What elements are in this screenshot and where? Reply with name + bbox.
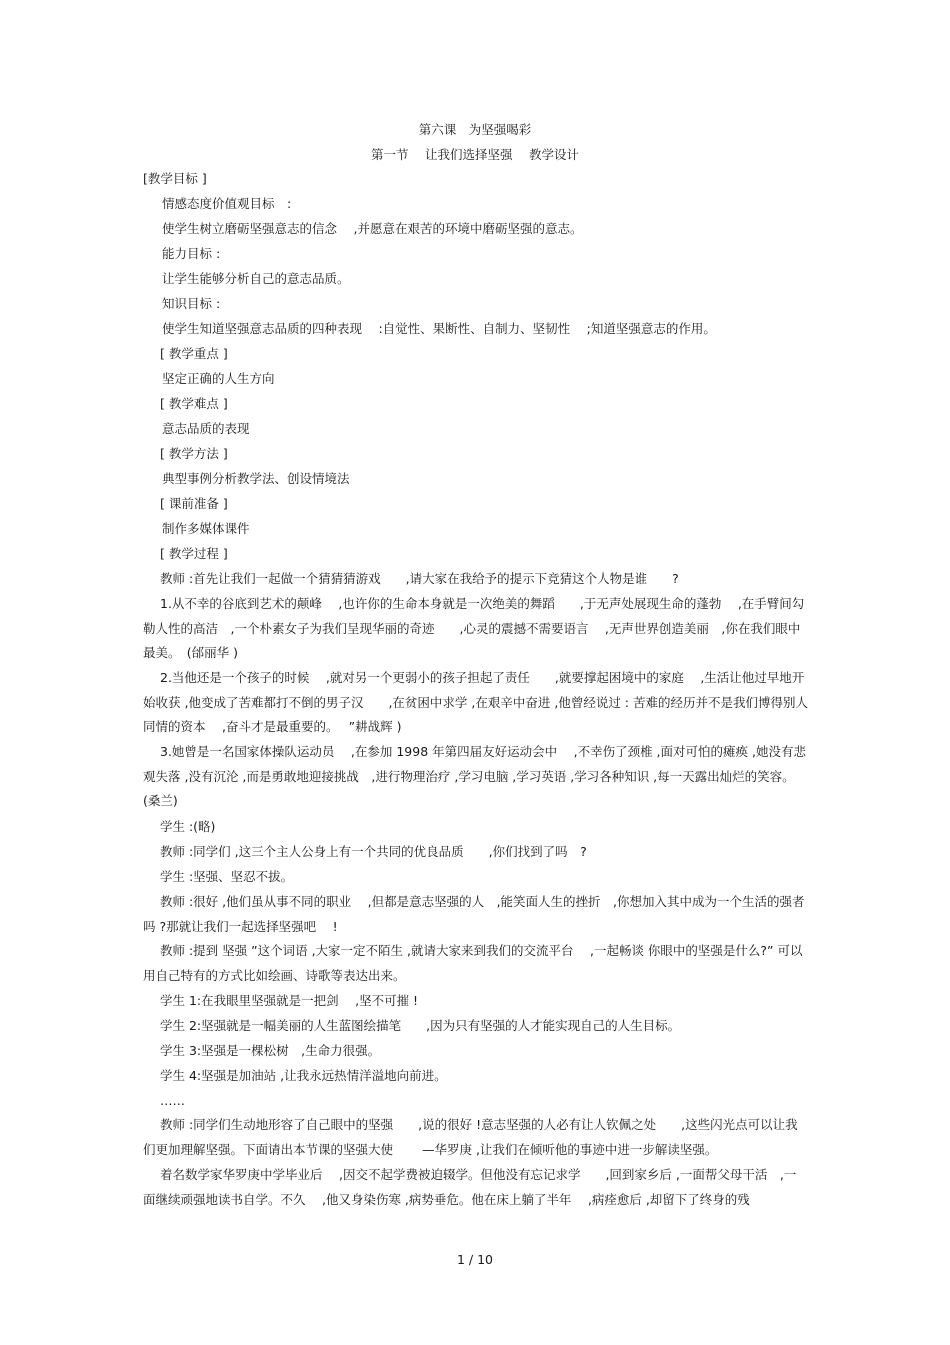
method-heading: [ 教学方法 ] [160, 446, 228, 461]
goals-heading: [教学目标 ] [143, 171, 207, 186]
paragraph: 学生 4:坚强是加油站 ,让我永远热情洋溢地向前进。 [160, 1068, 447, 1083]
paragraph: 3.她曾是一名国家体操队运动员 ,在参加 1998 年第四届友好运动会中 ,不幸伤了颈椎 ,面对可怕的瘫痪 ,她没有悲观失落 ,没有沉沦 ,而是勇敢地迎接挑战 ,进行物理治疗 ,学习电脑 ,学习英语 ,学习各种知识 ,每一天露出灿烂的笑容。 (桑兰) [143, 744, 806, 809]
page-number: 1 / 10 [456, 1252, 494, 1267]
paragraph: 教师 :同学们 ,这三个主人公身上有一个共同的优良品质 ,你们找到了吗 ? [160, 844, 587, 859]
emotion-goal-label: 情感态度价值观目标 : [162, 196, 292, 211]
paragraph: …… [160, 1093, 185, 1108]
knowledge-goal-text: 使学生知道坚强意志品质的四种表现 :自觉性、果断性、自制力、坚韧性 ;知道坚强意志的作用。 [162, 321, 716, 336]
method-text: 典型事例分析教学法、创设情境法 [162, 471, 350, 486]
paragraph: 学生 :(略) [160, 819, 216, 834]
paragraph: 着名数学家华罗庚中学毕业后 ,因交不起学费被迫辍学。但他没有忘记求学 ,回到家乡后 ,一面帮父母干活 ,一面继续顽强地读书自学。不久 ,他又身染伤寒 ,病势垂危。他在床上躺了半年 ,病痊愈后 ,却留下了终身的残 [143, 1167, 797, 1207]
ability-goal-text: 让学生能够分析自己的意志品质。 [162, 271, 350, 286]
preparation-text: 制作多媒体课件 [162, 521, 250, 536]
paragraph: 1.从不幸的谷底到艺术的颠峰 ,也许你的生命本身就是一次绝美的舞蹈 ,于无声处展现生命的蓬勃 ,在手臂间勾勒人性的高洁 ,一个朴素女子为我们呈现华丽的奇迹 ,心灵的震撼不需要语言 ,无声世界创造美丽 ,你在我们眼中最美。 (邰丽华 ) [143, 596, 805, 661]
paragraph: 学生 :坚强、坚忍不拔。 [160, 869, 294, 884]
ability-goal-label: 能力目标 : [162, 246, 221, 261]
paragraph: 教师 :很好 ,他们虽从事不同的职业 ,但都是意志坚强的人 ,能笑面人生的挫折 ,你想加入其中成为一个生活的强者吗 ?那就让我们一起选择坚强吧 ! [143, 894, 805, 934]
difficulty-heading: [ 教学难点 ] [160, 396, 228, 411]
paragraph: 2.当他还是一个孩子的时候 ,就对另一个更弱小的孩子担起了责任 ,就要撑起困境中的家庭 ,生活让他过早地开始收获 ,他变成了苦难都打不倒的男子汉 ,在贫困中求学 ,在艰辛中奋进 ,他曾经说过 : 苦难的经历并不是我们博得别人同情的资本 ,奋斗才是最重要的。 ”耕战辉 ) [143, 670, 808, 735]
key-point-heading: [ 教学重点 ] [160, 346, 228, 361]
emotion-goal-text: 使学生树立磨砺坚强意志的信念 ,并愿意在艰苦的环境中磨砺坚强的意志。 [162, 221, 583, 236]
key-point-text: 坚定正确的人生方向 [162, 371, 275, 386]
paragraph: 学生 1:在我眼里坚强就是一把剑 ,坚不可摧 ! [160, 993, 419, 1008]
process-heading: [ 教学过程 ] [160, 546, 228, 561]
knowledge-goal-label: 知识目标 : [162, 296, 221, 311]
paragraph: 教师 :提到 坚强 ”这个词语 ,大家一定不陌生 ,就请大家来到我们的交流平台 ,一起畅谈 你眼中的坚强是什么?” 可以用自己特有的方式比如绘画、诗歌等表达出来。 [143, 943, 803, 983]
lesson-title: 第六课 为坚强喝彩 [418, 122, 532, 137]
preparation-heading: [ 课前准备 ] [160, 496, 228, 511]
section-subtitle: 第一节 让我们选择坚强 教学设计 [371, 147, 579, 162]
paragraph: 学生 3:坚强是一棵松树 ,生命力很强。 [160, 1043, 381, 1058]
paragraph: 教师 :同学们生动地形容了自己眼中的坚强 ,说的很好 !意志坚强的人必有让人钦佩之处 ,这些闪光点可以让我们更加理解坚强。下面请出本节课的坚强大使 —华罗庚 ,让我们在倾听他的事迹中进一步解读坚强。 [143, 1117, 798, 1157]
paragraph: 教师 :首先让我们一起做一个猜猜猜游戏 ,请大家在我给予的提示下竞猜这个人物是谁 ? [160, 571, 679, 586]
paragraph: 学生 2:坚强就是一幅美丽的人生蓝图绘描笔 ,因为只有坚强的人才能实现自己的人生目标。 [160, 1018, 681, 1033]
difficulty-text: 意志品质的表现 [162, 421, 250, 436]
